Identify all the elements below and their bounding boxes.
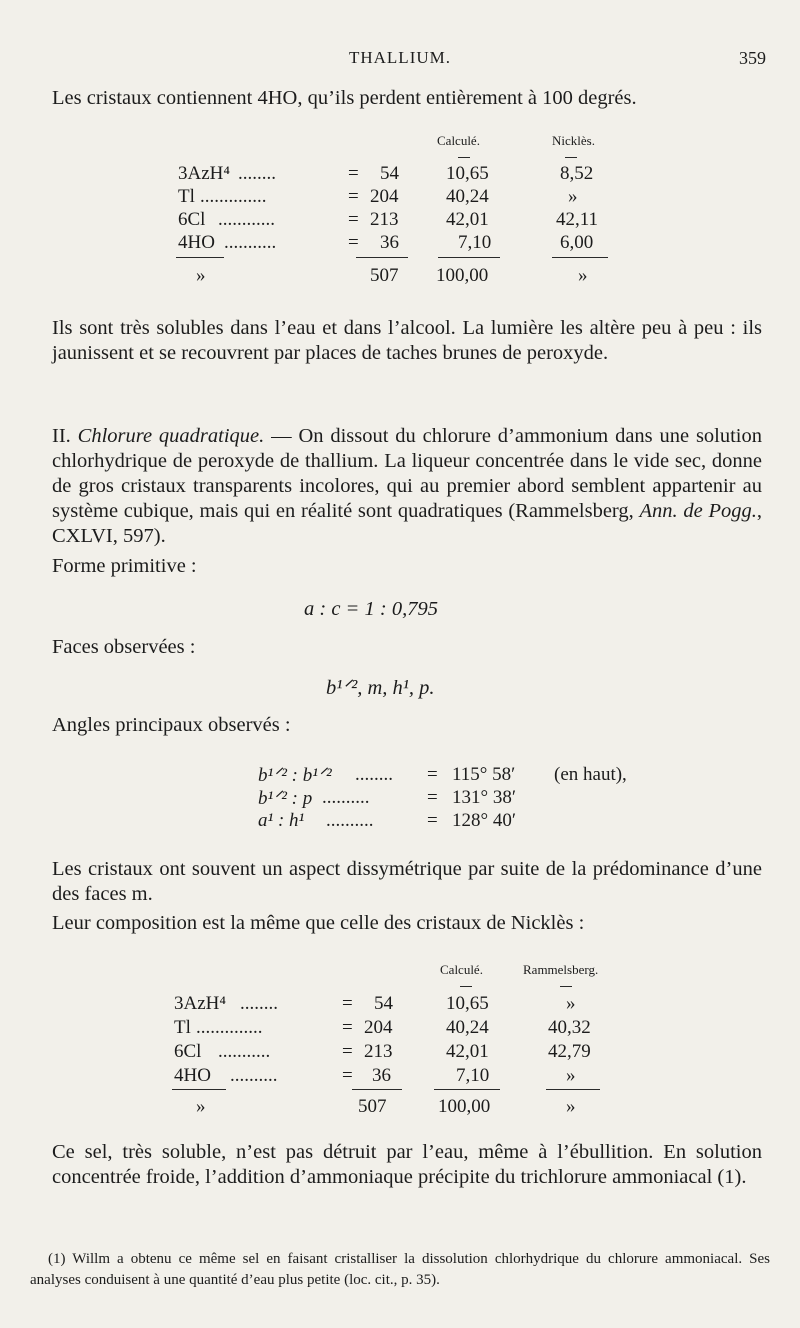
table-total-obs: » — [578, 265, 588, 286]
table-header-rammelsberg: Rammelsberg. — [523, 962, 599, 977]
table-row-obs: 8,52 — [560, 163, 594, 184]
table-row-formula: 6Cl — [178, 209, 206, 230]
table-row-calc: 10,65 — [446, 163, 489, 184]
table-row-dots: ........ — [238, 163, 276, 184]
forme-label: Forme primitive : — [52, 555, 197, 577]
forme-value: a : c = 1 : 0,795 — [304, 598, 438, 620]
table-row-dots: ........ — [240, 993, 278, 1014]
table-row-obs: 6,00 — [560, 232, 594, 253]
angle-dots: .......... — [322, 787, 370, 808]
table-row-eq: = — [348, 209, 359, 230]
section-body: — On dissout du chlorure d’ammonium dans une solution chlorhydrique de peroxyde de thallium. La liqueur concentrée dans le vide sec, donne de gros cristaux transparents incolores, qui au premier abord semblent appartenir au système cubique, mais qui en réalité sont quadratiques (Rammelsberg, — [52, 425, 763, 522]
table-row-dots: ............ — [218, 209, 275, 230]
table-total-label: » — [196, 1096, 206, 1117]
table-row-mass: 36 — [380, 232, 399, 253]
page-number: 359 — [739, 48, 766, 68]
paragraph-crystals-water: Les cristaux contiennent 4HO, qu’ils perdent entièrement à 100 degrés. — [52, 87, 637, 109]
table-row-dots: ........... — [224, 232, 277, 253]
table-row-dots: .............. — [200, 186, 267, 207]
table-row-obs: 42,11 — [556, 209, 599, 230]
table-row-calc: 42,01 — [446, 1041, 489, 1062]
table-row-mass: 204 — [370, 186, 399, 207]
table-row-obs: 40,32 — [548, 1017, 591, 1038]
footnote: (1) Willm a obtenu ce même sel en faisant cristalliser la dissolution chlorhydrique du chlorure ammoniacal. Ses analyses conduisent à une quantité d’eau plus petite (loc. cit., p. 35). — [30, 1251, 770, 1288]
angle-value: 131° 38′ — [452, 787, 517, 808]
section-number: II. — [52, 425, 71, 447]
angle-pair: b¹ᐟ² : b¹ᐟ² — [258, 765, 332, 786]
table-row-eq: = — [348, 163, 359, 184]
angle-note: (en haut), — [554, 764, 627, 785]
angle-value: 115° 58′ — [452, 764, 516, 785]
table-row-mass: 36 — [372, 1065, 391, 1086]
paragraph-chlorure-quadratique — [52, 424, 762, 549]
table-row-calc: 7,10 — [456, 1065, 490, 1086]
table-row-calc: 40,24 — [446, 1017, 489, 1038]
citation-rest: , CXLVI, 597). — [52, 500, 762, 547]
table-row-mass: 213 — [370, 209, 399, 230]
table-row-dots: ........... — [218, 1041, 271, 1062]
table-row-calc: 40,24 — [446, 186, 489, 207]
table-row-calc: 42,01 — [446, 209, 489, 230]
angle-value: 128° 40′ — [452, 810, 517, 831]
table-row-mass: 54 — [380, 163, 399, 184]
paragraph-dissymetrique: Les cristaux ont souvent un aspect dissymétrique par suite de la prédominance d’une des faces m. — [52, 858, 762, 905]
table-total-mass: 507 — [358, 1096, 387, 1117]
paragraph-solubility: Ils sont très solubles dans l’eau et dans l’alcool. La lumière les altère peu à peu : ils jaunissent et se recouvrent par places de taches brunes de peroxyde. — [52, 317, 762, 364]
table-row-eq: = — [342, 1017, 353, 1038]
table-row-formula: 4HO — [178, 232, 215, 253]
table-row-mass: 204 — [364, 1017, 393, 1038]
table-row-calc: 10,65 — [446, 993, 489, 1014]
angle-pair: a¹ : h¹ — [258, 810, 305, 831]
table-row-formula: 3AzH⁴ — [178, 163, 230, 184]
table-row-eq: = — [342, 993, 353, 1014]
table-row-formula: 4HO — [174, 1065, 211, 1086]
table-row-obs: » — [566, 1065, 576, 1086]
table-row-eq: = — [342, 1041, 353, 1062]
table-row-dots: .............. — [196, 1017, 263, 1038]
table-header-nickles: Nicklès. — [552, 133, 595, 148]
table-row-eq: = — [348, 186, 359, 207]
faces-value: b¹ᐟ², m, h¹, p. — [326, 677, 435, 699]
table-row-obs: » — [568, 186, 578, 207]
table-total-label: » — [196, 265, 206, 286]
table-total-obs: » — [566, 1096, 576, 1117]
angles-label: Angles principaux observés : — [52, 714, 291, 736]
table-row-eq: = — [342, 1065, 353, 1086]
table-total-calc: 100,00 — [436, 265, 489, 286]
angle-eq: = — [427, 764, 438, 785]
table-row-calc: 7,10 — [458, 232, 492, 253]
paragraph-sel-soluble: Ce sel, très soluble, n’est pas détruit par l’eau, même à l’ébullition. En solution concentrée froide, l’addition d’ammoniaque précipite du trichlorure ammoniacal (1). — [52, 1141, 762, 1188]
table-header-calcule: Calculé. — [437, 133, 480, 148]
table-row-dots: .......... — [230, 1065, 278, 1086]
table-row-mass: 213 — [364, 1041, 393, 1062]
table-total-calc: 100,00 — [438, 1096, 491, 1117]
angle-eq: = — [427, 810, 438, 831]
faces-label: Faces observées : — [52, 636, 196, 658]
table-total-mass: 507 — [370, 265, 399, 286]
citation-journal: Ann. de Pogg. — [639, 500, 757, 522]
angle-pair: b¹ᐟ² : p — [258, 788, 313, 809]
running-header: THALLIUM. — [348, 48, 451, 67]
section-title: Chlorure quadratique. — [77, 425, 265, 447]
table-row-formula: Tl — [174, 1017, 191, 1038]
table-row-formula: 3AzH⁴ — [174, 993, 226, 1014]
table-row-formula: Tl — [178, 186, 195, 207]
paragraph-composition: Leur composition est la même que celle des cristaux de Nicklès : — [52, 912, 585, 934]
table-header-calcule: Calculé. — [440, 962, 483, 977]
table-row-mass: 54 — [374, 993, 393, 1014]
table-row-obs: » — [566, 993, 576, 1014]
angle-eq: = — [427, 787, 438, 808]
angle-dots: .......... — [326, 810, 374, 831]
table-row-obs: 42,79 — [548, 1041, 591, 1062]
angle-dots: ........ — [355, 764, 393, 785]
table-row-eq: = — [348, 232, 359, 253]
table-row-formula: 6Cl — [174, 1041, 202, 1062]
